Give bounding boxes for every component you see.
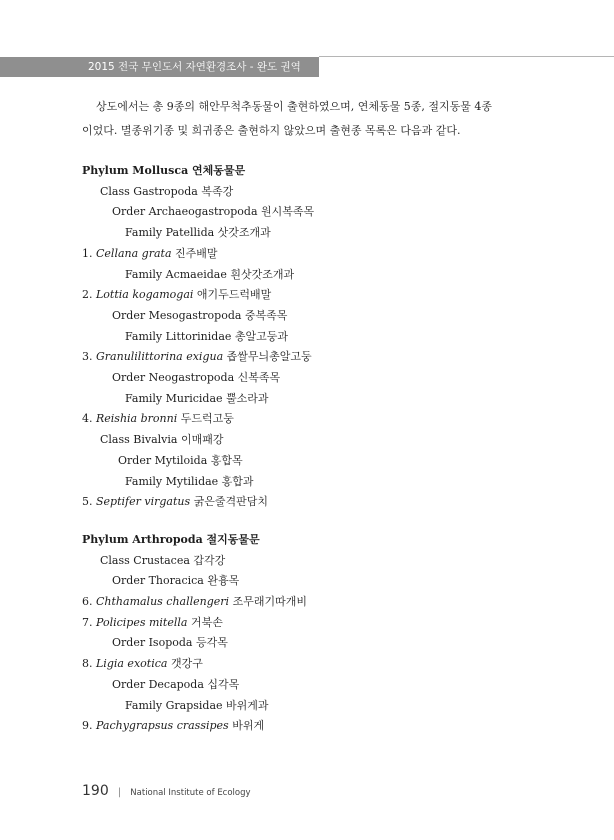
family-heading: Family Muricidae 뿔소라과: [125, 391, 269, 405]
scientific-name: Granulilittorina exigua: [96, 350, 224, 364]
family-heading: Family Acmaeidae 흰삿갓조개과: [125, 267, 295, 281]
phylum-heading: Phylum Arthropoda 절지동물문: [82, 532, 260, 546]
order-heading: Order Mytiloida 홍합목: [118, 453, 243, 467]
korean-name: 진주배말: [175, 246, 218, 260]
intro-line-1: 상도에서는 총 9종의 해안무척추동물이 출현하였으며, 연체동물 5종, 절지동물 4종: [96, 100, 492, 113]
species-entry: [82, 284, 271, 306]
scientific-name: Septifer virgatus: [96, 495, 191, 509]
scientific-name: Reishia bronni: [96, 412, 178, 426]
species-entry: [82, 491, 268, 513]
species-number: 7.: [82, 615, 93, 629]
page-footer: [82, 779, 251, 801]
species-number: 5.: [82, 495, 93, 509]
order-heading: Order Archaeogastropoda 원시복족목: [112, 205, 315, 219]
korean-name: 갯강구: [170, 657, 203, 671]
species-entry: [82, 346, 312, 368]
scientific-name: Policipes mitella: [96, 615, 188, 629]
family-heading: Family Mytilidae 홍합과: [125, 474, 254, 488]
running-header-title: 2015 전국 무인도서 자연환경조사 - 완도 권역: [88, 61, 301, 73]
family-heading: Family Grapsidae 바위게과: [125, 698, 269, 712]
species-number: 2.: [82, 288, 93, 302]
page-number: 190: [82, 783, 109, 799]
scientific-name: Pachygrapsus crassipes: [96, 719, 229, 733]
species-number: 3.: [82, 350, 93, 364]
scientific-name: Cellana grata: [96, 246, 172, 260]
family-heading: Family Patellida 삿갓조개과: [125, 226, 271, 240]
order-heading: Order Isopoda 등각목: [112, 636, 228, 650]
order-heading: Order Neogastropoda 신복족목: [112, 371, 281, 384]
institute-name: National Institute of Ecology: [130, 788, 251, 798]
korean-name: 굵은줄격판담치: [193, 495, 268, 509]
intro-line-2: 이었다. 멸종위기종 및 희귀종은 출현하지 않았으며 출현종 목록은 다음과 같다.: [82, 124, 461, 137]
phylum-heading: Phylum Mollusca 연체동물문: [82, 164, 246, 177]
species-entry: [82, 591, 307, 613]
class-heading: Class Gastropoda 복족강: [100, 184, 234, 198]
species-number: 8.: [82, 657, 93, 671]
species-entry: [82, 715, 264, 737]
class-heading: Class Crustacea 갑각강: [100, 553, 226, 567]
species-entry: [82, 243, 218, 265]
korean-name: 거북손: [190, 615, 223, 629]
class-heading: Class Bivalvia 이매패강: [100, 433, 224, 447]
footer-separator: |: [117, 787, 122, 798]
header-rule: [319, 56, 614, 57]
order-heading: Order Thoracica 완흉목: [112, 574, 240, 588]
scientific-name: Lottia kogamogai: [96, 288, 194, 302]
family-heading: Family Littorinidae 총알고둥과: [125, 329, 289, 343]
species-entry: [82, 612, 223, 634]
scientific-name: Ligia exotica: [96, 657, 168, 671]
scientific-name: Chthamalus challengeri: [96, 595, 230, 608]
order-heading: Order Mesogastropoda 중복족목: [112, 308, 288, 322]
species-number: 9.: [82, 719, 93, 733]
korean-name: 조무래기따개비: [232, 595, 307, 608]
korean-name: 두드럭고둥: [180, 412, 234, 426]
species-number: 1.: [82, 246, 93, 260]
intro-paragraph: [82, 95, 552, 143]
species-number: 6.: [82, 595, 93, 608]
species-number: 4.: [82, 412, 93, 426]
species-entry: [82, 653, 203, 675]
korean-name: 좁쌀무늬총알고둥: [226, 350, 312, 364]
korean-name: 애기두드럭배말: [196, 288, 272, 302]
species-entry: [82, 408, 234, 430]
korean-name: 바위게: [232, 719, 265, 733]
order-heading: Order Decapoda 십각목: [112, 677, 240, 691]
